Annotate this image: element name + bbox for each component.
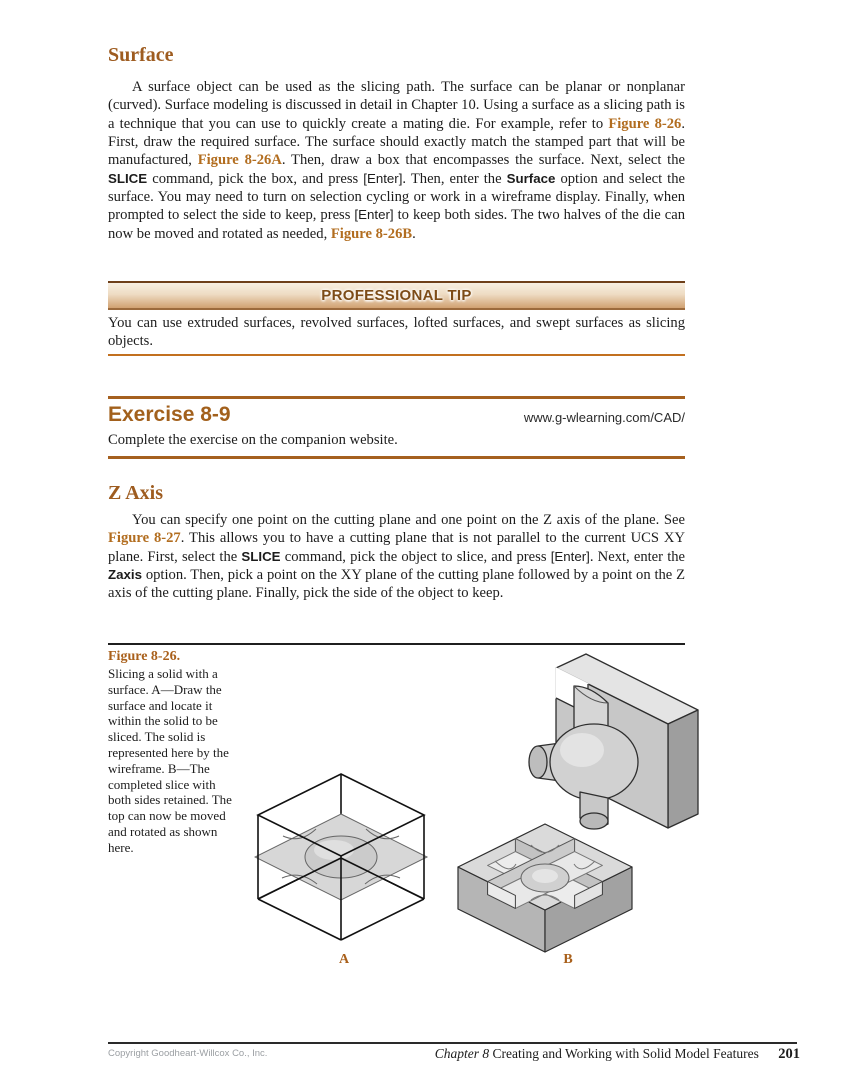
figure-image-wireframe-surface — [254, 770, 430, 946]
footer-chapter-title: Creating and Working with Solid Model Features — [492, 1046, 759, 1061]
footer-chapter-info — [435, 1046, 800, 1063]
figure-part-label-b: B — [563, 952, 573, 967]
figure-part-label-a: A — [338, 952, 350, 967]
professional-tip-body: You can use extruded surfaces, revolved surfaces, lofted surfaces, and swept surfaces as slicing objects. — [108, 315, 685, 350]
figure-image-bottom-die-half — [450, 818, 640, 958]
exercise-bottom-rule — [108, 456, 685, 459]
zaxis-paragraph: You can specify one point on the cutting plane and one point on the Z axis of the plane. See Figure 8-27. This allows you to have a cutting plane that is not parallel to the current UCS XY plane. First, select the SLICE command, pick the object to slice, and press [Enter]. Next, enter the Zaxis option. Then, pick a point on the XY plane of the cutting plane followed by a point on the Z axis of the cutting plane. Finally, pick the side of the object to keep. — [108, 512, 686, 602]
figure-label: Figure 8-26. — [108, 649, 181, 664]
section-heading-surface: Surface — [108, 44, 174, 66]
professional-tip-title: PROFESSIONAL TIP — [321, 287, 472, 304]
footer-page-number: 201 — [778, 1046, 800, 1062]
surface-paragraph: A surface object can be used as the slicing path. The surface can be planar or nonplanar (curved). Surface modeling is discussed in detail in Chapter 10. Using a surface as a slicing path is a technique that you can use to quickly create a mating die. For example, refer to Figure 8-26. First, draw the required surface. The surface should exactly match the stamped part that will be manufactured, Figure 8-26A. Then, draw a box that encompasses the surface. Next, select the SLICE command, pick the box, and press [Enter]. Then, enter the Surface option and select the surface. You may need to turn on selection cycling or work in a wireframe display. Finally, when prompted to select the side to keep, press [Enter] to keep both sides. The two halves of the die can now be moved and rotated as needed, Figure 8-26B. — [108, 79, 686, 242]
professional-tip-banner — [108, 281, 685, 310]
figure-top-rule — [108, 643, 685, 645]
exercise-body: Complete the exercise on the companion website. — [108, 432, 398, 448]
footer-chapter-number: Chapter 8 — [434, 1046, 490, 1061]
exercise-top-rule — [108, 396, 685, 399]
section-heading-z-axis: Z Axis — [108, 482, 164, 504]
exercise-url: www.g-wlearning.com/CAD/ — [523, 410, 685, 425]
tip-bottom-rule — [108, 354, 685, 356]
footer-rule — [108, 1042, 797, 1044]
exercise-title: Exercise 8-9 — [108, 403, 231, 426]
figure-caption: Slicing a solid with a surface. A—Draw the surface and locate it within the solid to be sliced. The solid is represented here by the wireframe. B—The completed slice with both sides retained. The top can now be moved and rotated as shown here. — [108, 666, 232, 855]
footer-copyright: Copyright Goodheart-Willcox Co., Inc. — [108, 1048, 268, 1059]
